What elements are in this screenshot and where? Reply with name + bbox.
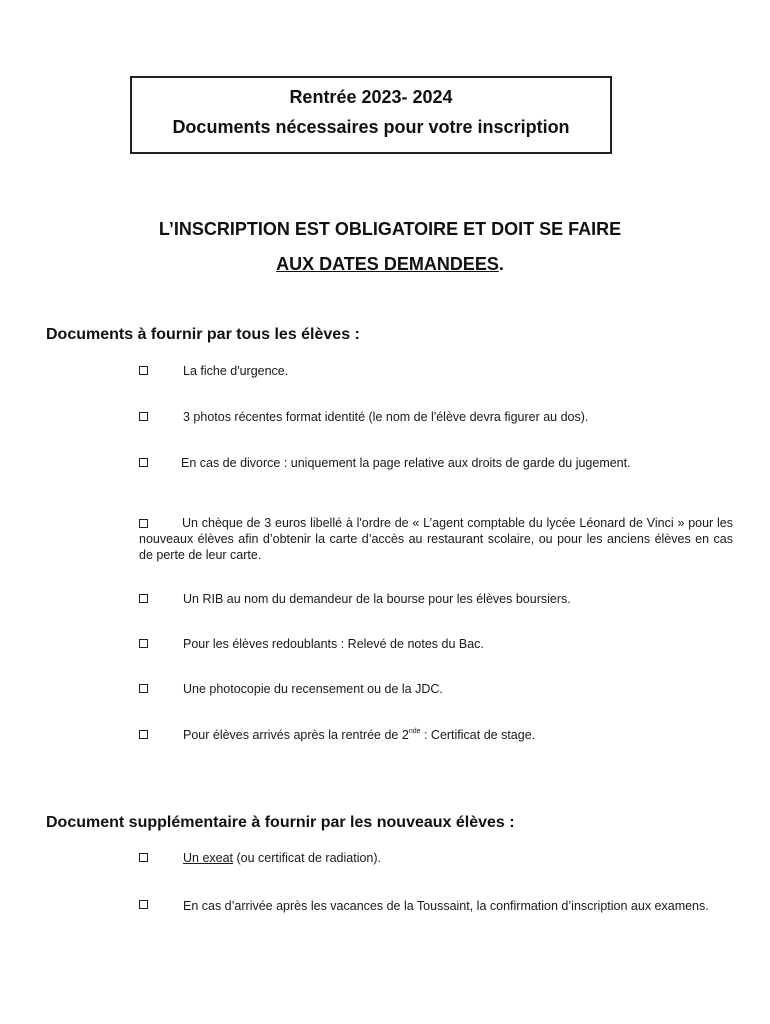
list-item [0,592,770,608]
item-text [183,851,381,866]
list-item [139,515,733,563]
section-new-students-title: Document supplémentaire à fournir par les nouveaux élèves : [46,814,515,831]
item-text: En cas de divorce : uniquement la page relative aux droits de garde du jugement. [181,456,631,470]
item-text-after: : Certificat de stage. [420,728,536,742]
notice-underlined-text: AUX DATES DEMANDEES [276,254,499,274]
checkbox-icon [139,639,148,648]
notice-line-1: L’INSCRIPTION EST OBLIGATOIRE ET DOIT SE FAIRE [158,219,622,239]
school-year-title: Rentrée 2023- 2024 [289,87,453,107]
item-text: La fiche d'urgence. [183,364,289,378]
item-text [183,728,535,743]
section-all-students-title: Documents à fournir par tous les élèves : [46,326,360,343]
list-item [0,456,770,472]
checkbox-icon [139,412,148,421]
checkbox-icon [139,853,148,862]
checkbox-icon [139,458,148,467]
checkbox-icon [139,519,148,528]
item-text: Un RIB au nom du demandeur de la bourse pour les élèves boursiers. [183,592,571,606]
item-text: Pour les élèves redoublants : Relevé de notes du Bac. [183,637,484,651]
item-text: Une photocopie du recensement ou de la JDC. [183,682,443,696]
checkbox-icon [139,684,148,693]
item-text: 3 photos récentes format identité (le nom de l'élève devra figurer au dos). [183,410,589,424]
list-item [0,851,770,867]
superscript-nde: nde [408,728,421,735]
header-box [130,76,612,154]
list-item [0,364,770,380]
list-item [0,728,770,744]
item-text-before: Pour élèves arrivés après la rentrée de 2 [183,728,409,742]
exeat-underlined: Un exeat [183,851,234,865]
checkbox-icon [139,594,148,603]
documents-title: Documents nécessaires pour votre inscription [172,117,570,137]
list-item [0,682,770,698]
notice-line-2 [0,254,770,275]
checkbox-icon [139,730,148,739]
list-item [0,410,770,426]
checkbox-icon [139,900,148,909]
list-item [0,637,770,653]
item-text: En cas d’arrivée après les vacances de la Toussaint, la confirmation d’inscription aux examens. [183,899,709,913]
checkbox-icon [139,366,148,375]
item-text: Un chèque de 3 euros libellé à l'ordre de « L’agent comptable du lycée Léonard de Vinci » pour les nouveaux élèves afin d’obtenir la carte d’accès au restaurant scolaire, ou pour les anciens élèves en cas de perte de leur carte. [139,516,733,562]
notice-period: . [498,254,504,274]
exeat-rest: (ou certificat de radiation). [233,851,382,865]
